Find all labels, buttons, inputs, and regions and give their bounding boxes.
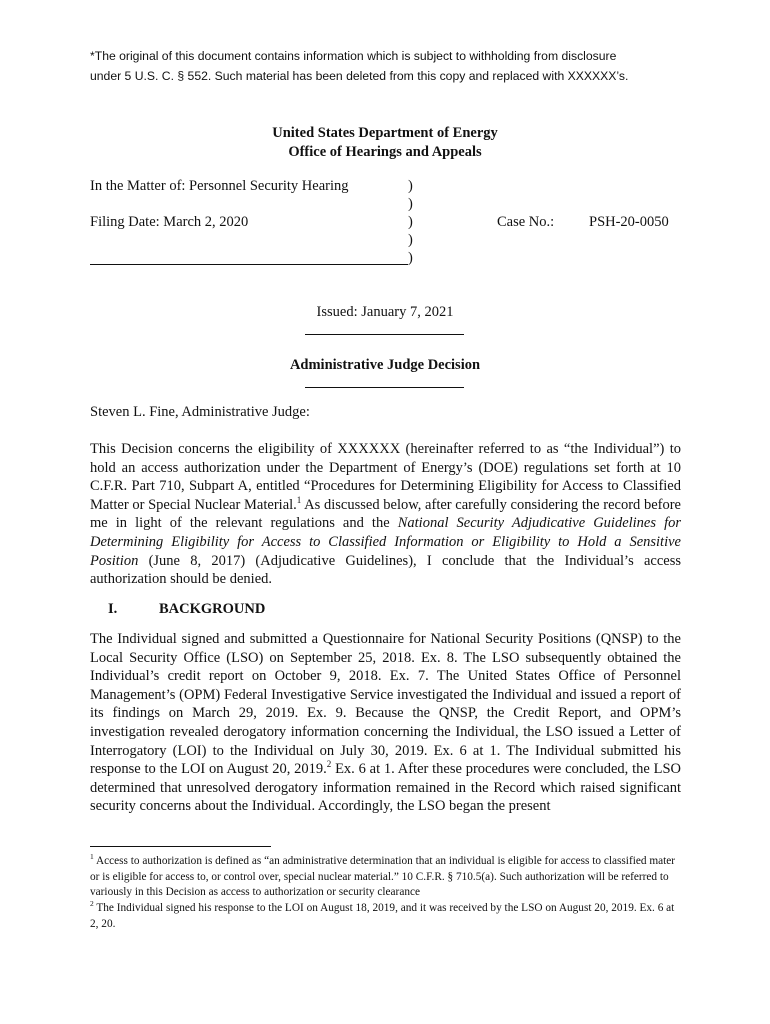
intro-text: This Decision concerns the eligibility of XXXXXX (hereinafter referred to as “the Individual”) to hold an access authorization under the Department of Energy’s (DOE) regulations set forth at 10 C.F.R. Part 710, Subpart A, entitled “Procedures for Determining Eligibility for Access to Classified Matter or Special Nuclear Material. — [90, 441, 681, 513]
footnote-ref-2: 2 — [326, 759, 332, 770]
background-text: The Individual signed and submitted a Questionnaire for National Security Positions (QNSP) to the Local Security Office (LSO) on September 25, 2018. Ex. 8. The LSO subsequently obtained the Individual’s credit report on October 9, 2018. Ex. 7. The United States Office of Personnel Management’s (OPM) Federal Investigative Service investigated the Individual and issued a report of its findings on March 29, 2019. Ex. 9. Because the QNSP, the Credit Report, and OPM’s investigation revealed derogatory information concerning the Individual, the LSO issued a Letter of Interrogatory (LOI) to the Individual on July 30, 2019. Ex. 6 at 1. The Individual submitted his response to the LOI on August 20, 2019. — [90, 631, 681, 778]
caption-paren: ) — [408, 178, 413, 194]
withholding-notice — [90, 46, 690, 86]
notice-line-1: *The original of this document contains information which is subject to withholding from disclosure — [90, 49, 617, 63]
judge-line: Steven L. Fine, Administrative Judge: — [90, 404, 310, 420]
footnote-mark: 1 — [90, 852, 94, 862]
divider-rule — [305, 334, 464, 335]
divider-rule — [305, 387, 464, 388]
intro-text: (June 8, 2017) (Adjudicative Guidelines), I conclude that the Individual’s access authorization should be denied. — [90, 552, 681, 588]
caption-paren: ) — [408, 250, 413, 266]
intro-paragraph — [90, 440, 681, 589]
footnote-mark: 2 — [90, 899, 94, 909]
agency-name: United States Department of Energy — [272, 125, 498, 141]
section-title: BACKGROUND — [159, 601, 266, 617]
footnote-separator — [90, 846, 271, 847]
notice-line-2: under 5 U.S. C. § 552. Such material has been deleted from this copy and replaced with XXXXXX’s. — [90, 69, 629, 83]
background-text: Ex. 6 at 1. After these procedures were concluded, the LSO determined that unresolved derogatory information remained in the Record which raised significant security concerns about the Individual. Accordingly, the LSO began the present — [90, 761, 681, 815]
background-paragraph — [90, 630, 681, 816]
caption-paren: ) — [408, 232, 413, 248]
case-number-label: Case No.: — [497, 214, 555, 230]
matter-line: In the Matter of: Personnel Security Hearing — [90, 178, 349, 194]
footnote-text: Access to authorization is defined as “an administrative determination that an individual is eligible for access to classified mater or is eligible for access to, or control over, special nuclear material.” 10 C.F.R. § 710.5(a). Such authorization will be referred to variously in this Decision as access to authorization or security clearance — [90, 855, 676, 899]
footnote-2 — [90, 901, 682, 932]
filing-date: Filing Date: March 2, 2020 — [90, 214, 249, 230]
caption-paren: ) — [408, 214, 413, 230]
footnote-text: The Individual signed his response to the LOI on August 18, 2019, and it was received by the LSO on August 20, 2019. Ex. 6 at 2, 20. — [90, 902, 675, 930]
case-number: PSH-20-0050 — [589, 214, 669, 230]
issued-date: Issued: January 7, 2021 — [316, 304, 454, 320]
intro-text: As discussed below, after carefully considering the record before me in light of the relevant regulations and the — [90, 496, 681, 532]
footnote-1 — [90, 854, 682, 901]
office-name: Office of Hearings and Appeals — [288, 144, 482, 160]
section-number: I. — [108, 601, 118, 617]
caption-underline — [90, 264, 408, 265]
decision-title: Administrative Judge Decision — [289, 357, 481, 373]
guidelines-title: National Security Adjudicative Guidelines for Determining Eligibility for Access to Classified Information or Eligibility to Hold a Sensitive Position — [90, 515, 681, 569]
footnote-ref-1: 1 — [296, 494, 302, 505]
caption-paren: ) — [408, 196, 413, 212]
